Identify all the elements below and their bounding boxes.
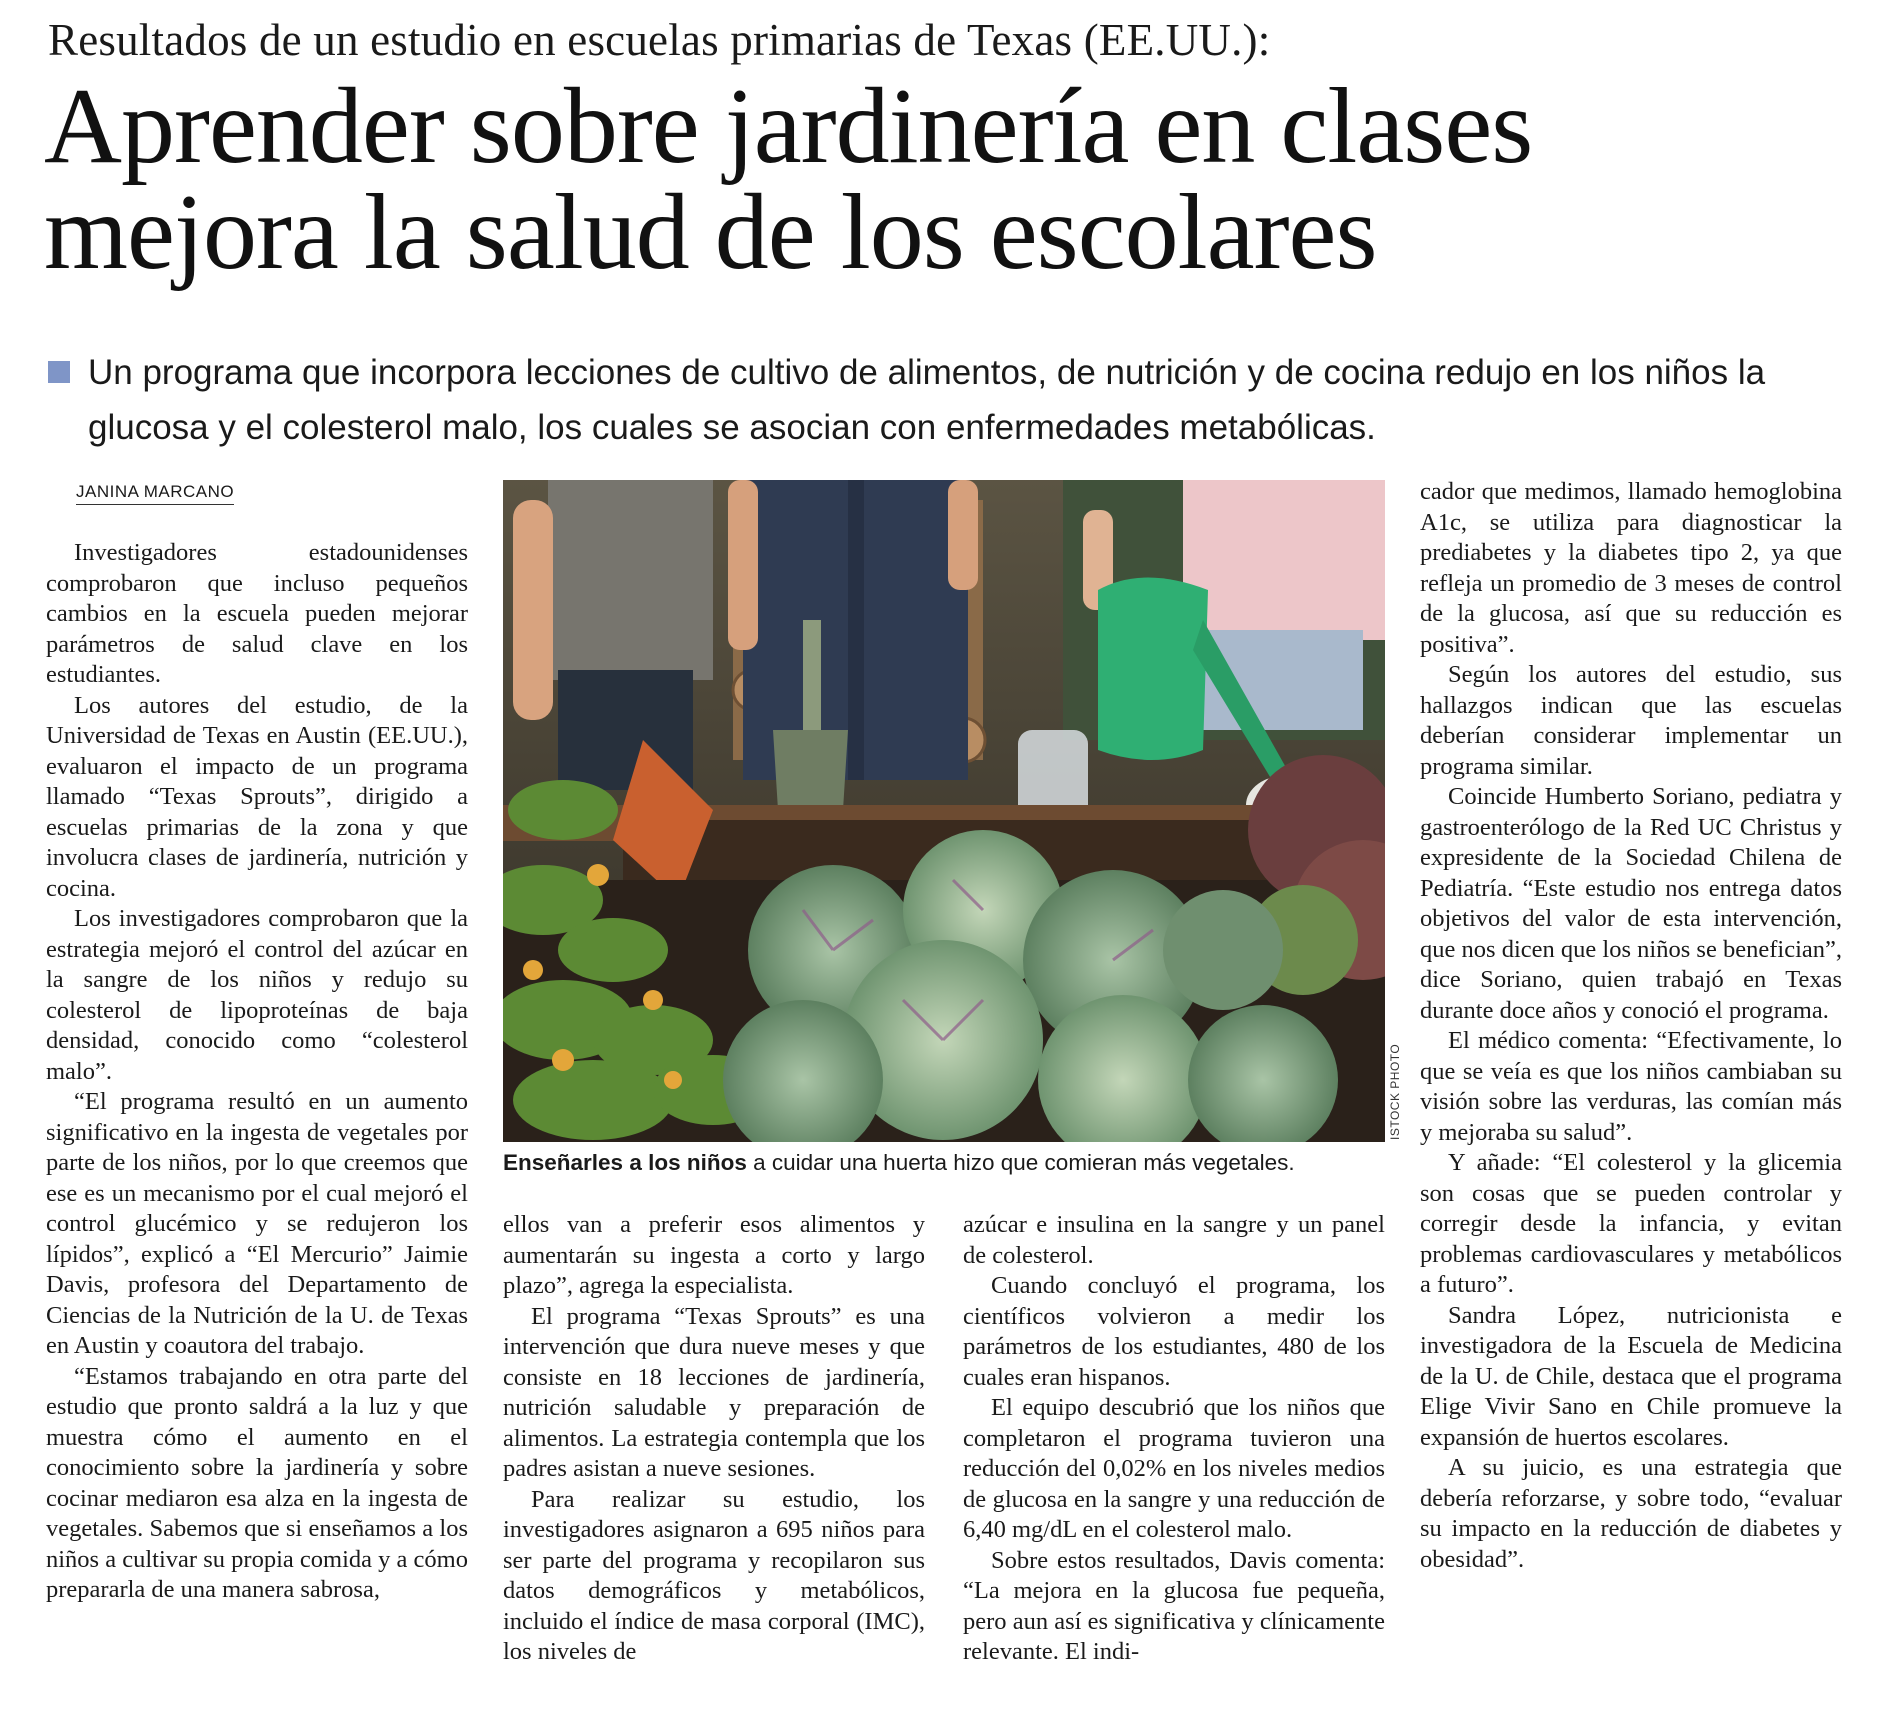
text-column-4 [1420, 477, 1842, 1575]
garden-photo [503, 480, 1385, 1142]
paragraph: Los autores del estudio, de la Universidad de Texas en Austin (EE.UU.), evaluaron el impacto de un programa llamado “Texas Sprouts”, dirigido a escuelas primarias de la zona y que involucra clases de jardinería, nutrición y cocina. [46, 691, 468, 902]
photo-credit: ISTOCK PHOTO [1388, 1043, 1402, 1140]
lead-bullet-square-icon [48, 361, 70, 383]
caption-text: a cuidar una huerta hizo que comieran más vegetales. [746, 1150, 1295, 1175]
article-kicker: Resultados de un estudio en escuelas primarias de Texas (EE.UU.): [48, 15, 1271, 65]
paragraph: Y añade: “El colesterol y la glicemia son cosas que se pueden controlar y corregir desde la infancia, y evitan problemas cardiovasculares y metabólicos a futuro”. [1420, 1149, 1842, 1298]
paragraph: azúcar e insulina en la sangre y un panel de colesterol. [963, 1211, 1385, 1269]
paragraph: Para realizar su estudio, los investigadores asignaron a 695 niños para ser parte del programa y recopilaron sus datos demográficos y metabólicos, incluido el índice de masa corporal (IMC), los niveles de [503, 1485, 925, 1665]
paragraph: Sandra López, nutricionista e investigadora de la Escuela de Medicina de la U. de Chile, destaca que el programa Elige Vivir Sano en Chile promueve la expansión de huertos escolares. [1420, 1301, 1842, 1451]
text-column-1 [46, 538, 468, 1606]
text-column-2 [503, 1210, 925, 1668]
article-lead [48, 345, 1858, 455]
headline-line-2: mejora la salud de los escolares [44, 173, 1377, 292]
text-column-3 [963, 1210, 1385, 1668]
paragraph: Los investigadores comprobaron que la estrategia mejoró el control del azúcar en la sangre de los niños y redujo su colesterol de lipoproteínas de baja densidad, conocido como “colesterol malo”. [46, 905, 468, 1085]
caption-bold: Enseñarles a los niños [503, 1150, 747, 1175]
paragraph: Sobre estos resultados, Davis comenta: “La mejora en la glucosa fue pequeña, pero aun así es significativa y clínicamente relevante. El indi- [963, 1546, 1385, 1665]
paragraph: El programa “Texas Sprouts” es una intervención que dura nueve meses y que consiste en 18 lecciones de jardinería, nutrición saludable y preparación de alimentos. La estrategia contempla que los padres asistan a nueve sesiones. [503, 1302, 925, 1482]
article-headline [44, 67, 1533, 292]
paragraph: Según los autores del estudio, sus hallazgos indican que las escuelas deberían considerar implementar un programa similar. [1420, 661, 1842, 780]
paragraph: “Estamos trabajando en otra parte del estudio que pronto saldrá a la luz y que muestra cómo el aumento en el conocimiento sobre la jardinería y sobre cocinar mediaron esa alza en la ingesta de vegetales. Sabemos que si enseñamos a los niños a cultivar su propia comida y a cómo prepararla de una manera sabrosa, [46, 1362, 468, 1603]
paragraph: A su juicio, es una estrategia que debería reforzarse, y sobre todo, “evaluar su impacto en la reducción de diabetes y obesidad”. [1420, 1454, 1842, 1573]
paragraph: Investigadores estadounidenses comprobaron que incluso pequeños cambios en la escuela pueden mejorar parámetros de salud clave en los estudiantes. [46, 539, 468, 688]
paragraph: Coincide Humberto Soriano, pediatra y gastroenterólogo de la Red UC Christus y expresidente de la Sociedad Chilena de Pediatría. “Este estudio nos entrega datos objetivos del valor de esta intervención, que nos dicen que los niños se benefician”, dice Soriano, quien trabajó en Texas durante doce años y conoció el programa. [1420, 783, 1842, 1024]
paragraph: cador que medimos, llamado hemoglobina A1c, se utiliza para diagnosticar la prediabetes y la diabetes tipo 2, ya que refleja un promedio de 3 meses de control de la glucosa, así que su reducción es positiva”. [1420, 478, 1842, 658]
garden-photo-illustration [503, 480, 1385, 1142]
paragraph: El equipo descubrió que los niños que completaron el programa tuvieron una reducción del 0,02% en los niveles medios de glucosa en la sangre y una reducción de 6,40 mg/dL en el colesterol malo. [963, 1394, 1385, 1543]
lead-text: Un programa que incorpora lecciones de cultivo de alimentos, de nutrición y de cocina redujo en los niños la glucosa y el colesterol malo, los cuales se asocian con enfermedades metabólicas. [88, 353, 1766, 447]
paragraph: El médico comenta: “Efectivamente, lo que se veía es que los niños cambiaban su visión sobre las verduras, las comían más y mejoraba su salud”. [1420, 1027, 1842, 1146]
paragraph: Cuando concluyó el programa, los científicos volvieron a medir los parámetros de los estudiantes, 480 de los cuales eran hispanos. [963, 1272, 1385, 1391]
paragraph: ellos van a preferir esos alimentos y aumentarán su ingesta a corto y largo plazo”, agrega la especialista. [503, 1211, 925, 1299]
paragraph: “El programa resultó en un aumento significativo en la ingesta de vegetales por parte de los niños, por lo que creemos que ese es un mecanismo por el cual mejoró el control glucémico y se redujeron los lípidos”, explicó a “El Mercurio” Jaimie Davis, profesora del Departamento de Ciencias de la Nutrición de la U. de Texas en Austin y coautora del trabajo. [46, 1088, 468, 1359]
photo-caption [503, 1150, 1403, 1176]
headline-line-1: Aprender sobre jardinería en clases [44, 67, 1533, 186]
author-byline: JANINA MARCANO [76, 482, 234, 505]
